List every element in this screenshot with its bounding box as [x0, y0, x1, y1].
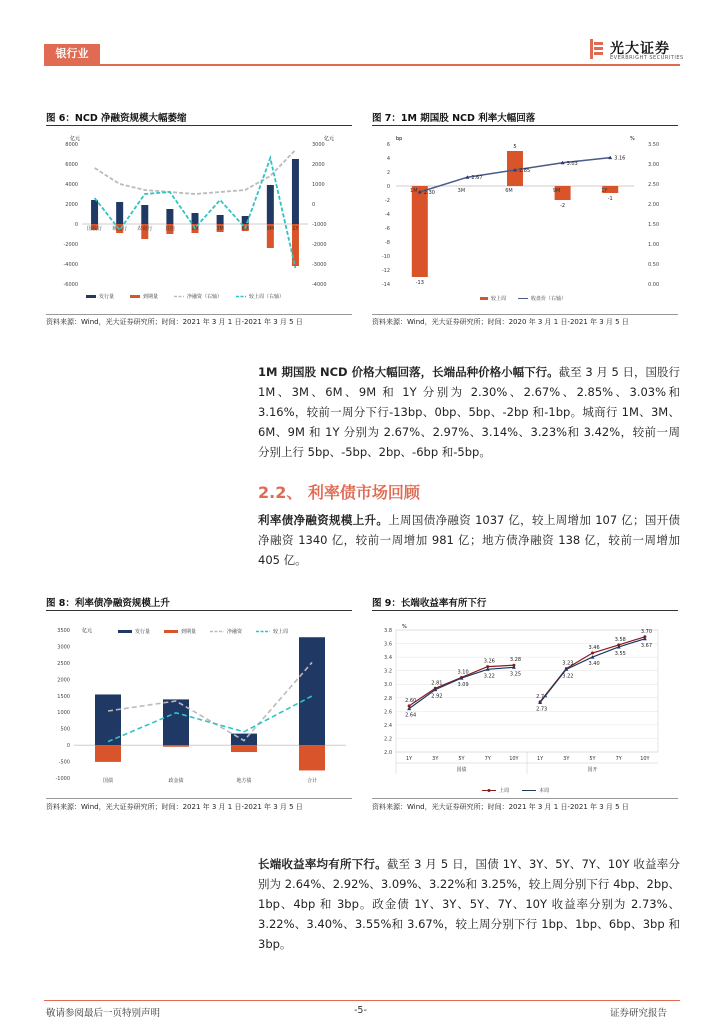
fig9-line-label: 2.73 — [536, 706, 548, 713]
fig6-ytick-left: 6000 — [65, 162, 78, 168]
fig8-ytick: -1000 — [55, 776, 70, 782]
fig6-xtick: 城商行 — [112, 226, 128, 232]
fig7-ytick-left: 0 — [386, 184, 390, 190]
fig9-line-label: 3.09 — [457, 682, 469, 689]
fig7-line-label: 2.67 — [471, 175, 483, 182]
fig9-chart — [372, 614, 678, 798]
fig7-y-unit: bp — [396, 136, 403, 142]
fig8-ytick: 500 — [60, 726, 70, 733]
fig6-legend-label: 较上周（右轴） — [249, 294, 285, 300]
fig8-line-wow — [108, 696, 312, 742]
fig8-legend-label: 净融资 — [227, 629, 243, 635]
fig9-line-label: 3.22 — [483, 673, 495, 680]
fig9-line-label: 3.40 — [588, 661, 600, 668]
fig7-ytick-right: 1.50 — [648, 222, 660, 228]
header-rule — [44, 64, 680, 66]
fig9-ytick: 2.0 — [384, 750, 392, 756]
fig8-xtick: 政金债 — [168, 778, 184, 784]
para-ncd — [258, 362, 680, 462]
fig9-ytick: 2.4 — [384, 722, 392, 729]
fig9-ytick: 3.6 — [384, 641, 392, 648]
fig7-xtick: 1M — [410, 188, 418, 194]
fig9-xtick: 1Y — [536, 756, 544, 762]
fig6-ytick-left: 2000 — [65, 202, 78, 208]
fig9-title: 图 9：长端收益率有所下行 — [372, 598, 487, 609]
fig6-xtick: 其他 — [164, 226, 175, 232]
fig6-ytick-left: 0 — [74, 222, 78, 228]
fig8-top-rule — [46, 610, 352, 611]
fig7-title: 图 7：1M 期国股 NCD 利率大幅回落 — [372, 113, 536, 124]
fig8-ytick: 3500 — [57, 628, 70, 634]
fig6-xtick: 农商行 — [137, 226, 153, 232]
fig7-line-label: 2.30 — [423, 190, 435, 196]
fig7-legend-label: 收盘价（右轴） — [531, 296, 567, 302]
fig6-bar-issue — [116, 202, 123, 224]
para-yield-lead: 长端收益率均有所下行。 — [258, 857, 387, 871]
fig9-ytick: 3.8 — [384, 628, 392, 634]
fig7-ytick-left: -10 — [381, 254, 390, 260]
fig6-ytick-right: -4000 — [312, 282, 327, 288]
fig8-legend-swatch — [118, 630, 132, 633]
para-ncd-lead: 1M 期国股 NCD 价格大幅回落，长端品种价格小幅下行。 — [258, 365, 559, 379]
fig7-ytick-left: -12 — [381, 268, 390, 274]
fig8-bottom-rule — [46, 798, 352, 799]
fig7-line-label: 3.16 — [614, 155, 626, 162]
fig9-line-label: 2.81 — [431, 680, 443, 687]
fig9-line-label: 3.46 — [588, 645, 600, 652]
fig6-legend-label: 发行量 — [99, 294, 115, 300]
fig7-bar-label: -1 — [607, 196, 613, 202]
fig9-line-label: 3.25 — [509, 671, 522, 678]
fig9-xtick: 1Y — [405, 756, 413, 762]
fig7-source: 资料来源：Wind，光大证券研究所；时间：2020 年 3 月 1 日-2021 年 3 月 5 日 — [372, 318, 629, 326]
fig9-ytick: 3.2 — [384, 668, 392, 675]
fig7-xtick: 3M — [457, 188, 466, 194]
fig9-y-unit: % — [402, 624, 407, 630]
fig6-bar-issue — [292, 159, 299, 224]
fig8-ytick: 2500 — [57, 660, 70, 667]
fig6-ytick-left: 4000 — [65, 182, 78, 188]
fig8-ytick: 2000 — [57, 677, 70, 684]
fig9-line-label: 2.74 — [536, 693, 548, 700]
fig7-ytick-right: 2.50 — [648, 182, 660, 188]
fig8-legend-label: 较上周 — [273, 629, 289, 635]
fig9-xtick: 5Y — [458, 756, 465, 762]
fig6-ytick-right: 2000 — [312, 162, 325, 168]
company-logo — [588, 36, 688, 64]
fig7-ytick-right: 0.00 — [648, 282, 660, 288]
fig8-bar-mature — [95, 745, 121, 762]
fig7-bottom-rule — [372, 314, 678, 315]
footer-disclaimer: 敬请参阅最后一页特别声明 — [46, 1008, 161, 1019]
fig7-ytick-left: -2 — [385, 198, 390, 204]
fig7-bar — [412, 186, 428, 277]
fig8-xtick: 地方债 — [236, 778, 252, 784]
fig8-source: 资料来源：Wind，光大证券研究所；时间：2021 年 3 月 1 日-2021 年 3 月 5 日 — [46, 803, 303, 811]
fig9-line-label: 3.70 — [640, 628, 653, 635]
fig9-legend-label: 上周 — [499, 788, 510, 794]
fig6-ytick-right: 1000 — [312, 182, 325, 188]
fig7-xtick: 1Y — [601, 188, 608, 194]
fig6-xtick: 3M — [216, 226, 224, 232]
fig7-bar-label: 5 — [513, 144, 517, 150]
fig8-bar-mature — [163, 745, 189, 747]
fig6-ytick-left: 8000 — [65, 142, 78, 148]
logo-mark-icon — [588, 38, 606, 60]
fig7-ytick-left: 2 — [386, 170, 390, 176]
fig8-bar-mature — [231, 745, 257, 752]
fig8-chart — [46, 614, 352, 798]
fig6-legend-label: 到期量 — [143, 294, 159, 300]
fig7-legend-swatch — [480, 297, 488, 300]
para-yield-body: 截至 3 月 5 日，国债 1Y、3Y、5Y、7Y、10Y 收益率分别为 2.64%、2.92%、3.09%、3.22%和 3.25%，较上周分别下行 4bp、2bp、1bp、4bp 和 3bp。政金债 1Y、3Y、5Y、7Y、10Y 收益率分别为 2.73%、3.22%、3.40%、3.55%和 3.67%，较上周分别下行 1bp、1bp、6bp、3bp 和 3bp。 — [258, 857, 680, 951]
fig8-ytick: 3000 — [57, 644, 70, 651]
fig9-line-label: 3.22 — [562, 673, 574, 680]
fig8-legend-label: 到期量 — [181, 629, 197, 635]
fig6-xtick: 1M — [191, 226, 199, 232]
fig8-ytick: 0 — [66, 743, 70, 750]
fig9-legend-label: 本周 — [539, 788, 550, 794]
fig7-ytick-right: 3.00 — [648, 162, 660, 168]
fig7-ytick-right: 3.50 — [648, 142, 660, 148]
fig7-ytick-left: -14 — [381, 282, 390, 288]
fig9-line-label: 3.26 — [483, 658, 495, 665]
fig9-line-label: 3.67 — [640, 642, 653, 649]
fig9-line-label: 2.64 — [405, 712, 417, 719]
fig6-ytick-left: -4000 — [63, 262, 78, 268]
fig6-ytick-right: 3000 — [312, 142, 325, 148]
fig9-xtick: 3Y — [432, 756, 439, 762]
fig9-source: 资料来源：Wind，光大证券研究所；时间：2021 年 3 月 1 日-2021 年 3 月 5 日 — [372, 803, 629, 811]
fig9-line-label: 2.60 — [405, 697, 417, 704]
fig9-ytick: 2.2 — [384, 736, 392, 743]
fig7-ytick-left: -4 — [385, 212, 390, 218]
fig6-title: 图 6：NCD 净融资规模大幅萎缩 — [46, 113, 187, 124]
fig7-top-rule — [372, 125, 678, 126]
fig6-bar-issue — [91, 200, 98, 224]
fig7-ytick-left: -6 — [385, 226, 390, 232]
fig9-xtick: 5Y — [589, 756, 596, 762]
fig9-ytick: 3.0 — [384, 682, 392, 689]
fig9-ytick: 2.6 — [384, 709, 392, 716]
fig8-xtick: 国债 — [102, 778, 114, 784]
logo-cn: 光大证券 — [610, 41, 670, 57]
logo-en: EVERBRIGHT SECURITIES — [610, 55, 684, 61]
fig9-xtick: 7Y — [615, 756, 622, 762]
fig6-xtick: 6M — [241, 226, 249, 232]
fig9-group-label: 国债 — [456, 767, 467, 773]
fig8-bar-mature — [299, 745, 325, 770]
fig6-xtick: 9M — [266, 226, 275, 232]
para-ncd-body: 截至 3 月 5 日，国股行 1M、3M、6M、9M 和 1Y 分别为 2.30%、2.67%、2.85%、3.03%和 3.16%，较前一周分下行-13bp、0bp、5bp、-2bp 和-1bp。城商行 1M、3M、6M、9M 和 1Y 分别为 2.67%、2.97%、3.14%、3.23%和 3.42%，较前一周分别上行 5bp、-5bp、2bp、-6bp 和-5bp。 — [258, 365, 680, 459]
fig6-legend-swatch — [130, 295, 140, 298]
fig9-top-rule — [372, 610, 678, 611]
fig6-ytick-right: -3000 — [312, 262, 327, 268]
fig8-bar-issue — [299, 637, 325, 745]
footer-rule — [44, 1000, 680, 1001]
fig7-y2-unit: % — [630, 136, 635, 142]
fig6-ytick-right: -1000 — [312, 222, 327, 228]
para-rate-bond-lead: 利率债净融资规模上升。 — [258, 513, 389, 527]
page-number: -5- — [354, 1005, 367, 1016]
fig8-y-unit: 亿元 — [82, 628, 93, 634]
fig6-xtick: 1Y — [292, 226, 299, 232]
fig6-bar-issue — [267, 185, 274, 224]
fig7-ytick-left: -8 — [385, 240, 390, 246]
fig6-ytick-left: -6000 — [63, 282, 78, 288]
fig9-line-label: 2.92 — [431, 693, 443, 700]
fig9-ytick: 3.4 — [384, 655, 392, 662]
fig6-ytick-left: -2000 — [63, 242, 78, 248]
fig7-xtick: 9M — [552, 188, 561, 194]
industry-tag: 银行业 — [44, 44, 100, 64]
fig8-bar-issue — [163, 699, 189, 745]
fig6-bottom-rule — [46, 314, 352, 315]
fig6-bar-issue — [141, 205, 148, 224]
fig6-source: 资料来源：Wind，光大证券研究所；时间：2021 年 3 月 1 日-2021 年 3 月 5 日 — [46, 318, 303, 326]
fig9-line-label: 3.23 — [562, 660, 574, 667]
fig8-legend-label: 发行量 — [135, 629, 151, 635]
fig9-xtick: 7Y — [484, 756, 491, 762]
fig9-xtick: 10Y — [509, 756, 519, 762]
fig7-ytick-right: 0.50 — [648, 262, 660, 268]
fig7-ytick-left: 6 — [386, 142, 390, 148]
fig7-bar-label: -2 — [560, 203, 566, 209]
fig9-xtick: 3Y — [563, 756, 570, 762]
fig7-ytick-right: 1.00 — [648, 242, 660, 248]
fig9-xtick: 10Y — [640, 756, 650, 762]
para-rate-bond-body: 上周国债净融资 1037 亿，较上周增加 107 亿；国开债净融资 1340 亿，较前一周增加 981 亿；地方债净融资 138 亿，较前一周增加 405 亿。 — [258, 513, 680, 567]
fig6-y2-unit: 亿元 — [324, 136, 335, 142]
para-yield — [258, 854, 680, 954]
fig9-line-label: 3.10 — [457, 669, 469, 676]
fig6-bar-issue — [192, 213, 199, 224]
section-title: 2.2、 利率债市场回顾 — [258, 483, 420, 502]
fig6-legend-label: 净融资（右轴） — [187, 294, 223, 300]
fig9-bottom-rule — [372, 798, 678, 799]
fig7-line-label: 2.85 — [519, 168, 531, 174]
fig9-line-label: 3.28 — [509, 657, 522, 664]
fig9-line-marker — [591, 652, 594, 655]
fig6-ytick-right: -2000 — [312, 242, 327, 248]
fig6-chart — [46, 128, 352, 314]
fig7-chart — [372, 128, 678, 314]
fig6-top-rule — [46, 125, 352, 126]
fig6-ytick-right: 0 — [312, 202, 316, 208]
para-rate-bond — [258, 510, 680, 570]
fig8-ytick: -500 — [58, 759, 70, 766]
fig8-legend-swatch — [164, 630, 178, 633]
fig6-legend-swatch — [86, 295, 96, 298]
fig8-title: 图 8：利率债净融资规模上升 — [46, 598, 170, 609]
fig9-group-label: 国开 — [587, 767, 598, 773]
fig8-ytick: 1500 — [57, 693, 70, 700]
fig9-legend-marker — [488, 789, 491, 792]
fig8-xtick: 合计 — [306, 778, 318, 784]
fig6-y-unit: 亿元 — [69, 136, 80, 142]
fig6-xtick: 国股行 — [87, 226, 103, 232]
fig8-ytick: 1000 — [57, 710, 70, 717]
footer-report-type: 证券研究报告 — [610, 1008, 668, 1019]
fig7-line-label: 3.03 — [566, 160, 578, 167]
fig7-ytick-right: 2.00 — [648, 202, 660, 208]
fig7-legend-label: 较上周 — [491, 296, 507, 302]
fig6-bar-issue — [166, 209, 173, 224]
fig7-xtick: 6M — [505, 188, 513, 194]
fig9-line-label: 3.55 — [614, 650, 626, 657]
fig7-ytick-left: 4 — [386, 156, 390, 162]
fig7-bar-label: -13 — [415, 280, 424, 286]
fig9-line-label: 3.58 — [614, 636, 626, 643]
fig9-ytick: 2.8 — [384, 695, 392, 702]
fig6-bar-issue — [217, 215, 224, 224]
